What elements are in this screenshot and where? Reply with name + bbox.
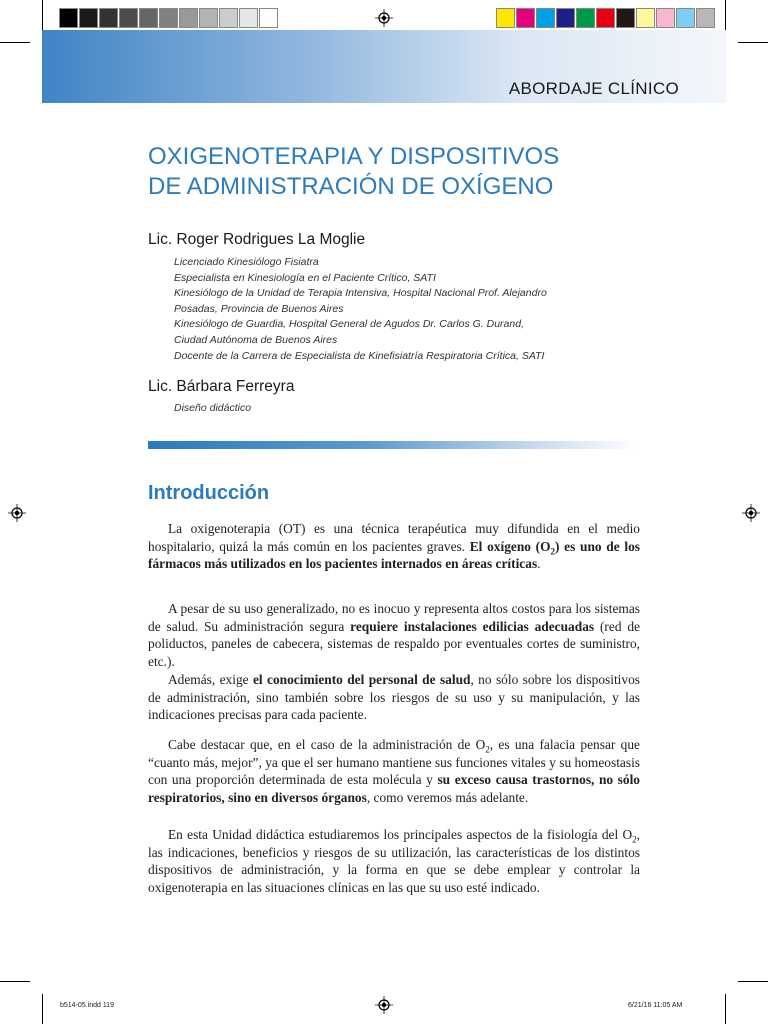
text-run: , no sólo sobre los dispositivos de administración, sino también sobre los riesgos de su uso y su manipulación, y las indicaciones precisas para cada paciente. (148, 672, 640, 723)
registration-mark-icon (8, 504, 26, 522)
color-swatch (636, 8, 655, 28)
color-swatch (616, 8, 635, 28)
color-swatch (596, 8, 615, 28)
text-run: (red de poliductos, paneles de cabecera, sistemas de respaldo por eventuales cortes de suministro, etc.). (148, 618, 640, 669)
crop-mark (738, 42, 768, 43)
gray-swatch (79, 8, 98, 28)
gray-swatch (199, 8, 218, 28)
body-paragraph (148, 520, 640, 573)
crop-mark (42, 0, 43, 30)
gray-swatch (159, 8, 178, 28)
subscript: 2 (632, 834, 637, 845)
credential-line: Kinesiólogo de la Unidad de Terapia Intensiva, Hospital Nacional Prof. Alejandro (174, 287, 547, 300)
crop-mark (738, 981, 768, 982)
bold-run: ) es uno de los fármacos más utilizados en los pacientes internados en áreas críticas (148, 538, 640, 572)
gray-swatch (219, 8, 238, 28)
text-run: La oxigenoterapia (OT) es una técnica terapéutica muy difundida en el medio hospitalario, quizá la más común en los pacientes graves. (148, 521, 640, 554)
text-run: , como veremos más adelante. (366, 789, 529, 805)
slug-timestamp: 6/21/16 11:05 AM (628, 1002, 683, 1009)
author-credentials (174, 401, 644, 417)
author-name: Lic. Roger Rodrigues La Moglie (148, 231, 366, 248)
registration-mark-icon (375, 9, 393, 27)
registration-mark-icon (375, 996, 393, 1014)
grayscale-color-bar (59, 8, 279, 28)
gray-swatch (139, 8, 158, 28)
title-line-2: DE ADMINISTRACIÓN DE OXÍGENO (148, 173, 554, 200)
gray-swatch (119, 8, 138, 28)
color-swatch (516, 8, 535, 28)
crop-mark (0, 981, 30, 982)
credential-line: Licenciado Kinesiólogo Fisiatra (174, 256, 319, 268)
credential-line: Especialista en Kinesiología en el Paciente Crítico, SATI (174, 271, 436, 284)
body-paragraph (148, 736, 640, 806)
crop-mark (0, 42, 30, 43)
divider-rule (148, 441, 638, 449)
bold-run: su exceso causa trastornos, no sólo respiratorios, sino en diversos órganos (148, 772, 640, 805)
text-run: En esta Unidad didáctica estudiaremos los principales aspectos de la fisiología del O (168, 827, 633, 842)
color-swatch (676, 8, 695, 28)
credential-line: Ciudad Autónoma de Buenos Aires (174, 333, 338, 346)
subscript: 2 (550, 546, 556, 557)
author-credentials (174, 255, 644, 364)
bold-run: el conocimiento del personal de salud (252, 672, 471, 687)
credential-line: Diseño didáctico (174, 402, 252, 414)
subscript: 2 (485, 744, 490, 755)
credential-line: Docente de la Carrera de Especialista de Kinefisiatría Respiratoria Crítica, SATI (174, 349, 545, 362)
body-paragraph (148, 826, 640, 896)
text-run: . (537, 556, 541, 572)
gray-swatch (59, 8, 78, 28)
section-label: ABORDAJE CLÍNICO (508, 79, 679, 98)
credential-line: Posadas, Provincia de Buenos Aires (174, 302, 344, 315)
text-run: Además, exige (168, 672, 253, 687)
title-line-1: OXIGENOTERAPIA Y DISPOSITIVOS (148, 143, 560, 170)
text-run: , es una falacia pensar que “cuanto más, mejor”, ya que el ser humano mantiene sus funciones vitales y su homeostasis con una proporción determinada de esta molécula y (148, 737, 640, 788)
color-swatch (656, 8, 675, 28)
gray-swatch (239, 8, 258, 28)
color-swatch (556, 8, 575, 28)
bold-run: El oxígeno (O (469, 538, 551, 554)
crop-mark (725, 0, 726, 30)
gray-swatch (179, 8, 198, 28)
color-swatch (576, 8, 595, 28)
text-run: A pesar de su uso generalizado, no es inocuo y representa altos costos para los sistemas de salud. Su administración segura (148, 601, 640, 634)
crop-mark (725, 994, 726, 1024)
bold-run: requiere instalaciones edilicias adecuadas (350, 618, 595, 634)
registration-mark-icon (742, 504, 760, 522)
text-run: , las indicaciones, beneficios y riesgos de su utilización, las características de los distintos dispositivos de administración, y la forma en que se debe emplear y controlar la oxigenoterapia en las situaciones clínicas en las que su uso esté indicado. (148, 827, 640, 895)
article-title (148, 142, 708, 202)
credential-line: Kinesiólogo de Guardia, Hospital General de Agudos Dr. Carlos G. Durand, (174, 318, 524, 331)
gray-swatch (259, 8, 278, 28)
slug-filename: b514-05.indd 119 (60, 1002, 114, 1009)
process-color-bar (496, 8, 716, 28)
color-swatch (496, 8, 515, 28)
author-name: Lic. Bárbara Ferreyra (148, 378, 295, 395)
color-swatch (696, 8, 715, 28)
color-swatch (536, 8, 555, 28)
section-heading: Introducción (148, 482, 270, 504)
crop-mark (42, 994, 43, 1024)
body-paragraph (148, 600, 640, 670)
text-run: Cabe destacar que, en el caso de la administración de O (168, 737, 486, 752)
body-paragraph (148, 671, 640, 724)
gray-swatch (99, 8, 118, 28)
